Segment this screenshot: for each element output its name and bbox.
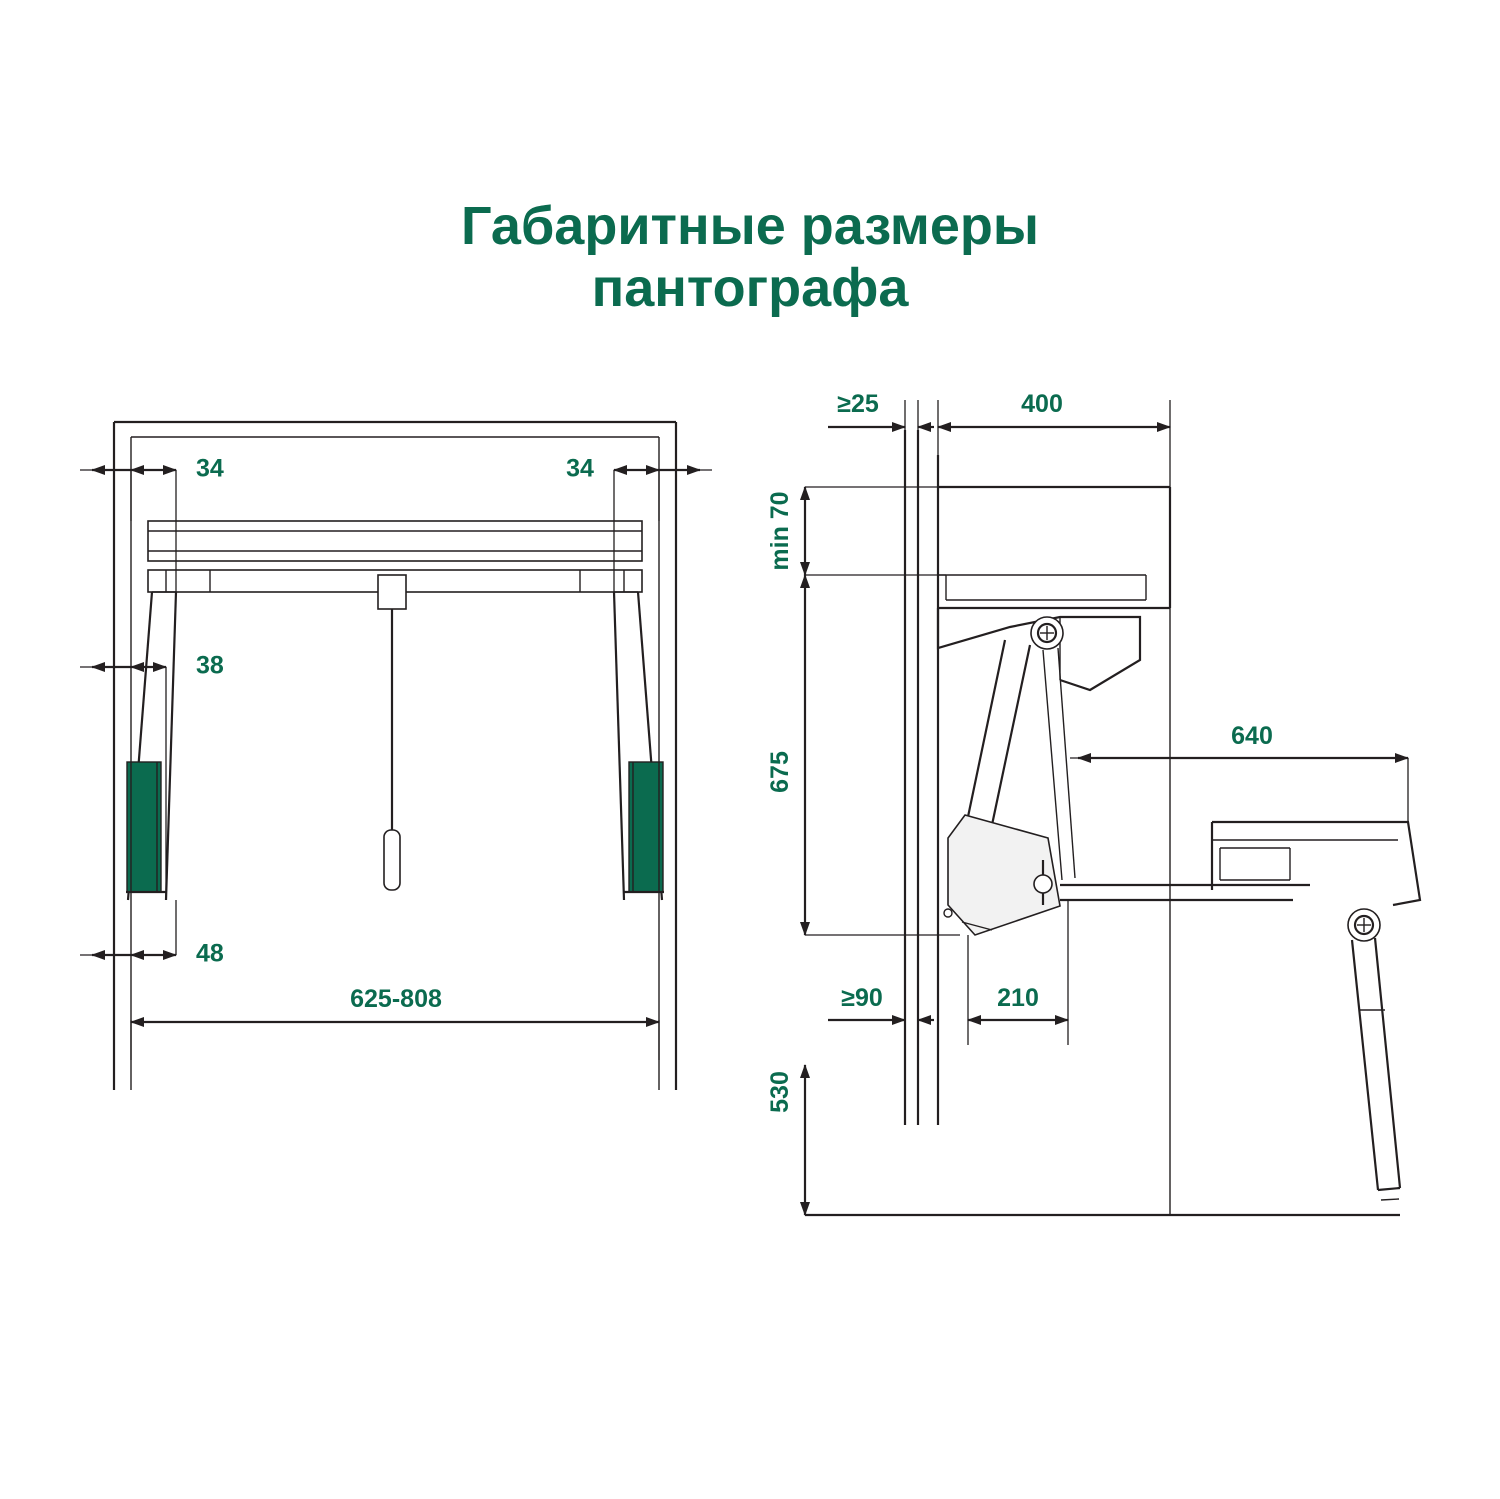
dim-400: 400 [1021,390,1063,418]
dim-210: 210 [997,984,1039,1012]
side-view-geometry [805,400,1420,1215]
top-rail [148,521,642,561]
dim-675: 675 [766,751,794,793]
page-title-line-1: Габаритные размеры [461,196,1039,256]
dim-38: 38 [196,651,224,680]
dim-530: 530 [766,1071,794,1113]
right-arm-pad [629,762,663,892]
dim-625-808: 625-808 [350,985,442,1013]
page-title-line-2: пантографа [591,258,909,319]
left-arm-pad [127,762,161,892]
dim-ge-90: ≥90 [841,984,883,1012]
side-view-dimensions [766,390,1408,1215]
handle-grip [384,830,400,890]
dim-48: 48 [196,939,224,968]
dim-34-left: 34 [196,454,224,483]
dim-ge-25: ≥25 [837,390,879,418]
dim-640: 640 [1231,722,1273,750]
dim-min-70: min 70 [766,491,794,571]
dim-34-right: 34 [566,454,594,483]
handle-head [378,575,406,609]
